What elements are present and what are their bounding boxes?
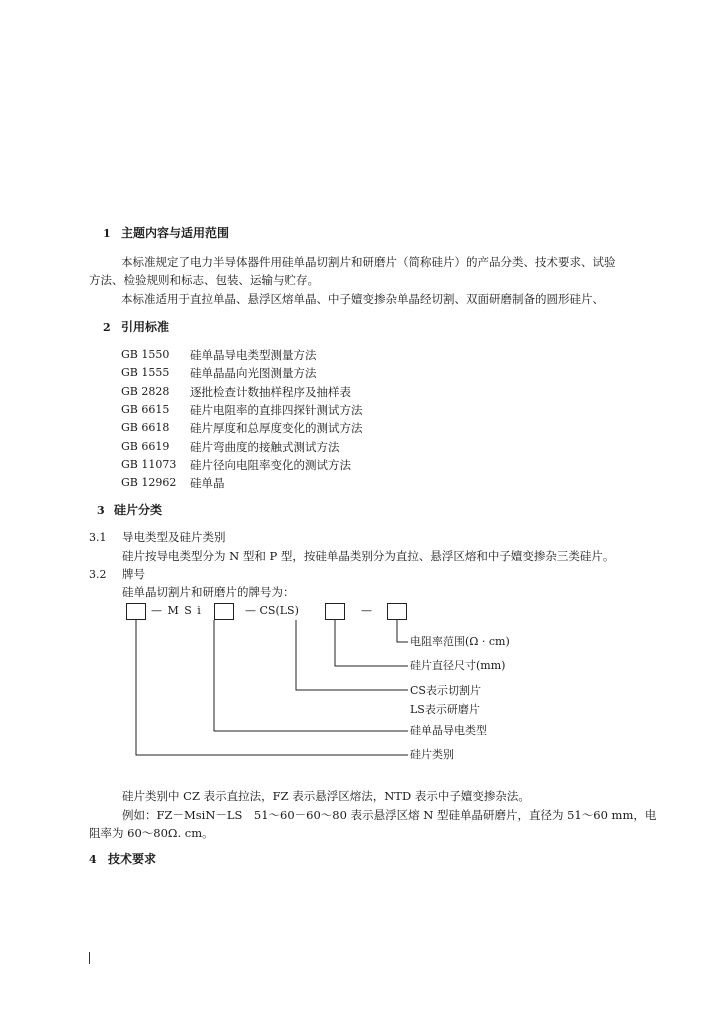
section-3-title: 硅片分类 [114,503,163,517]
ref-title: 硅片厚度和总厚度变化的测试方法 [190,421,363,435]
label-cs-cut-wafer: CS表示切割片 [410,684,481,697]
section-1-para2: 本标准适用于直拉单晶、悬浮区熔单晶、中子嬗变掺杂单晶经切割、双面研磨制备的圆形硅片、 [121,292,604,306]
section-3-number: 3 [97,504,105,517]
ref-code: GB 1555 [121,366,170,379]
ref-title: 硅片弯曲度的接触式测试方法 [190,440,340,454]
label-resistivity-range: 电阻率范围(Ω · cm) [410,635,510,648]
designation-dash: — [361,604,372,617]
ref-code: GB 2828 [121,385,170,398]
ref-title: 逐批检查计数抽样程序及抽样表 [190,385,351,399]
label-conductivity-type: 硅单晶导电类型 [410,724,487,737]
ref-code: GB 6619 [121,440,170,453]
section-1-title: 主题内容与适用范围 [121,226,230,240]
ref-code: GB 11073 [121,458,177,471]
section-3-note: 硅片类别中 CZ 表示直拉法，FZ 表示悬浮区熔法，NTD 表示中子嬗变掺杂法。 [122,789,530,803]
section-3-1-text: 硅片按导电类型分为 N 型和 P 型，按硅单晶类别分为直拉、悬浮区熔和中子嬗变掺杂三类硅片。 [122,549,615,563]
ref-code: GB 1550 [121,348,170,361]
section-3-2-number: 3.2 [89,568,107,581]
section-1-number: 1 [103,227,111,240]
section-3-2-intro: 硅单晶切割片和研磨片的牌号为： [122,585,295,599]
ref-code: GB 12962 [121,476,177,489]
section-3-2-title: 牌号 [122,567,145,581]
section-3-example-line2: 阻率为 60～80Ω. cm。 [89,826,214,840]
ref-code: GB 6615 [121,403,170,416]
section-3-example-line1: 例如：FZ－MsiN－LS 51～60－60～80 表示悬浮区熔 N 型硅单晶研磨片，直径为 51～60 mm，电 [122,808,657,822]
ref-title: 硅片电阻率的直排四探针测试方法 [190,403,363,417]
ref-title: 硅单晶 [190,476,225,490]
section-1-para1-line1: 本标准规定了电力半导体器件用硅单晶切割片和研磨片（简称硅片）的产品分类、技术要求、试验 [121,255,616,269]
section-2-title: 引用标准 [121,320,170,334]
designation-msi: — M S i [151,604,202,617]
ref-code: GB 6618 [121,421,170,434]
section-4-number: 4 [89,853,97,866]
designation-cs-ls: — CS(LS) [245,604,299,617]
ref-title: 硅单晶晶向光图测量方法 [190,366,317,380]
section-3-1-number: 3.1 [89,531,107,544]
label-wafer-category: 硅片类别 [410,748,454,761]
section-4-title: 技术要求 [108,852,157,866]
label-wafer-diameter: 硅片直径尺寸(mm) [410,659,506,672]
section-2-number: 2 [103,321,111,334]
section-3-1-title: 导电类型及硅片类别 [122,530,226,544]
label-ls-lapped-wafer: LS表示研磨片 [410,703,480,716]
page-edge-mark [89,952,90,964]
ref-title: 硅单晶导电类型测量方法 [190,348,317,362]
section-1-para1-line2: 方法、检验规则和标志、包装、运输与贮存。 [89,273,319,287]
ref-title: 硅片径向电阻率变化的测试方法 [190,458,351,472]
